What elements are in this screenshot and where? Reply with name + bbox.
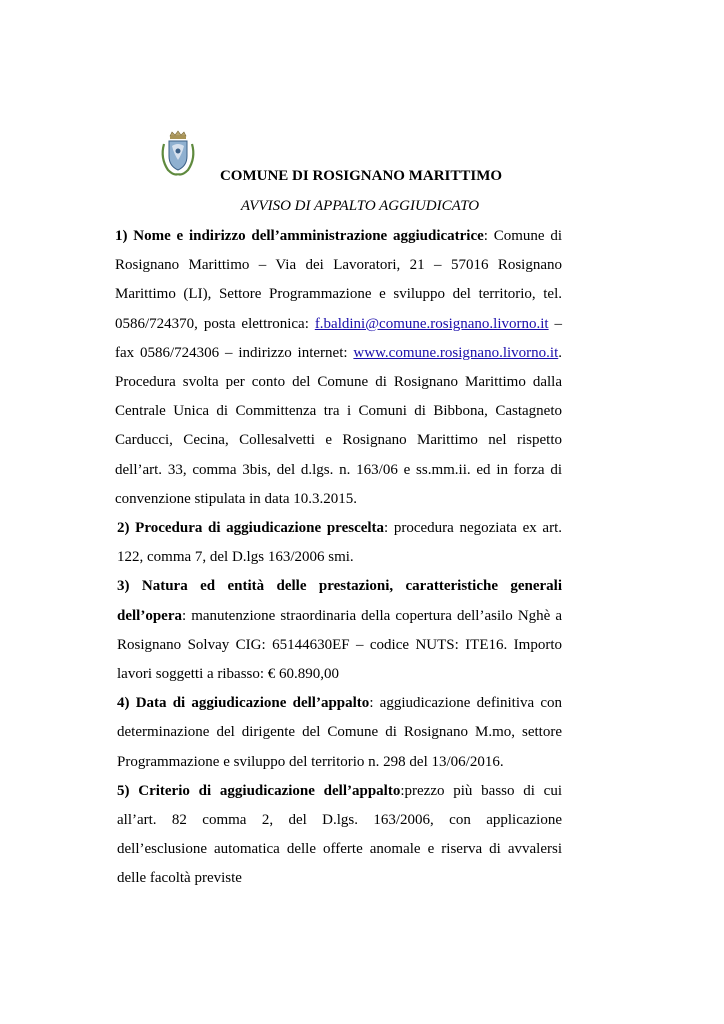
section-4: 4) Data di aggiudicazione dell’appalto: aggiudicazione definitiva con determinazione del dirigente del Comune di Rosignano M.mo, settore Programmazione e sviluppo del territorio n. 298 del 13/06/2016. [117,695,562,770]
section-1-heading: 1) Nome e indirizzo dell’amministrazione aggiudicatrice [115,228,484,244]
section-1: 1) Nome e indirizzo dell’amministrazione aggiudicatrice: Comune di Rosignano Marittimo – Via dei Lavoratori, 21 – 57016 Rosignano Marittimo (LI), Settore Programmazione e sviluppo del territorio, tel. 0586/724370, posta elettronica: f.baldini@comune.rosignano.livorno.it – fax 0586/724306 – indirizzo internet: www.comune.rosignano.livorno.it. Procedura svolta per conto del Comune di Rosignano Marittimo dalla Centrale Unica di Committenza tra i Comuni di Bibbona, Castagneto Carducci, Cecina, Collesalvetti e Rosignano Marittimo nel rispetto dell’art. 33, comma 3bis, del d.lgs. n. 163/06 e ss.mm.ii. ed in forza di convenzione stipulata in data 10.3.2015. [115,228,563,507]
section-5: 5) Criterio di aggiudicazione dell’appalto:prezzo più basso di cui all’art. 82 comma 2, del D.lgs. 163/2006, con applicazione dell’esclusione automatica delle offerte anomale e riserva di avvalersi delle facoltà previste [117,782,562,887]
section-3-heading: 3) Natura ed entità delle prestazioni, caratteristiche generali dell’opera [117,578,562,624]
page-subtitle: AVVISO DI APPALTO AGGIUDICATO [240,198,480,214]
page-title: COMUNE DI ROSIGNANO MARITTIMO [219,168,503,184]
section-2: 2) Procedura di aggiudicazione prescelta: procedura negoziata ex art. 122, comma 7, del D.lgs 163/2006 smi. [117,520,562,566]
website-link[interactable]: www.comune.rosignano.livorno.it [353,344,559,361]
notice-body [115,222,562,894]
section-4-heading: 4) Data di aggiudicazione dell’appalto [117,695,370,712]
section-3: 3) Natura ed entità delle prestazioni, caratteristiche generali dell’opera: manutenzione straordinaria della copertura dell’asilo Nghè a Rosignano Solvay CIG: 65144630EF – codice NUTS: ITE16. Importo lavori soggetti a ribasso: € 60.890,00 [117,578,562,683]
email-link[interactable]: f.baldini@comune.rosignano.livorno.it [314,315,549,332]
section-2-heading: 2) Procedura di aggiudicazione prescelta [117,520,385,537]
section-5-heading: 5) Criterio di aggiudicazione dell’appalto [117,782,401,799]
